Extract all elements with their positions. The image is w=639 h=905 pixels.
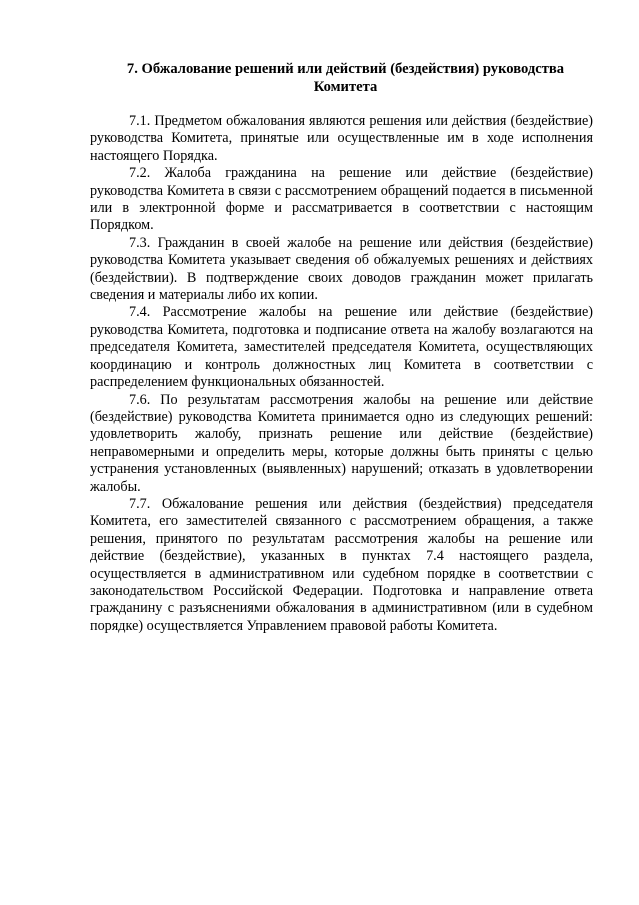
section-heading-line-2: Комитета	[313, 79, 378, 95]
section-heading-line-1: 7. Обжалование решений или действий (бездействия) руководства	[126, 61, 565, 77]
paragraph-7-6: 7.6. По результатам рассмотрения жалобы на решение или действие (бездействие) руководства Комитета принимается одно из следующих решений: удовлетворить жалобу, признать решение или действие (бездействие) неправомерными и определить меры, которые должны быть приняты с целью устранения установленных (выявленных) нарушений; отказать в удовлетворении жалобы.	[90, 391, 593, 495]
paragraph-7-3: 7.3. Гражданин в своей жалобе на решение или действия (бездействие) руководства Комитета указывает сведения об обжалуемых решениях и действиях (бездействии). В подтверждение своих доводов гражданин может прилагать сведения и материалы либо их копии.	[90, 234, 593, 304]
section-heading	[90, 60, 593, 96]
paragraph-7-2: 7.2. Жалоба гражданина на решение или действие (бездействие) руководства Комитета в связи с рассмотрением обращений подается в письменной или в электронной форме и рассматривается в соответствии с настоящим Порядком.	[90, 165, 593, 234]
document-page	[90, 60, 593, 635]
paragraph-7-4: 7.4. Рассмотрение жалобы на решение или действие (бездействие) руководства Комитета, подготовка и подписание ответа на жалобу возлагаются на председателя Комитета, заместителей председателя Комитета, осуществляющих координацию и контроль должностных лиц Комитета в соответствии с распределением функциональных обязанностей.	[90, 304, 593, 391]
paragraph-7-7: 7.7. Обжалование решения или действия (бездействия) председателя Комитета, его заместителей связанного с рассмотрением обращения, а также решения, принятого по результатам рассмотрения жалобы на решение или действие (бездействие), указанных в пунктах 7.4 настоящего раздела, осуществляется в административном или судебном порядке в соответствии с законодательством Российской Федерации. Подготовка и направление ответа гражданину с разъяснениями обжалования в административном (или в судебном порядке) осуществляется Управлением правовой работы Комитета.	[90, 495, 593, 634]
paragraph-7-1: 7.1. Предметом обжалования являются решения или действия (бездействие) руководства Комитета, принятые или осуществленные им в ходе исполнения настоящего Порядка.	[90, 113, 593, 164]
